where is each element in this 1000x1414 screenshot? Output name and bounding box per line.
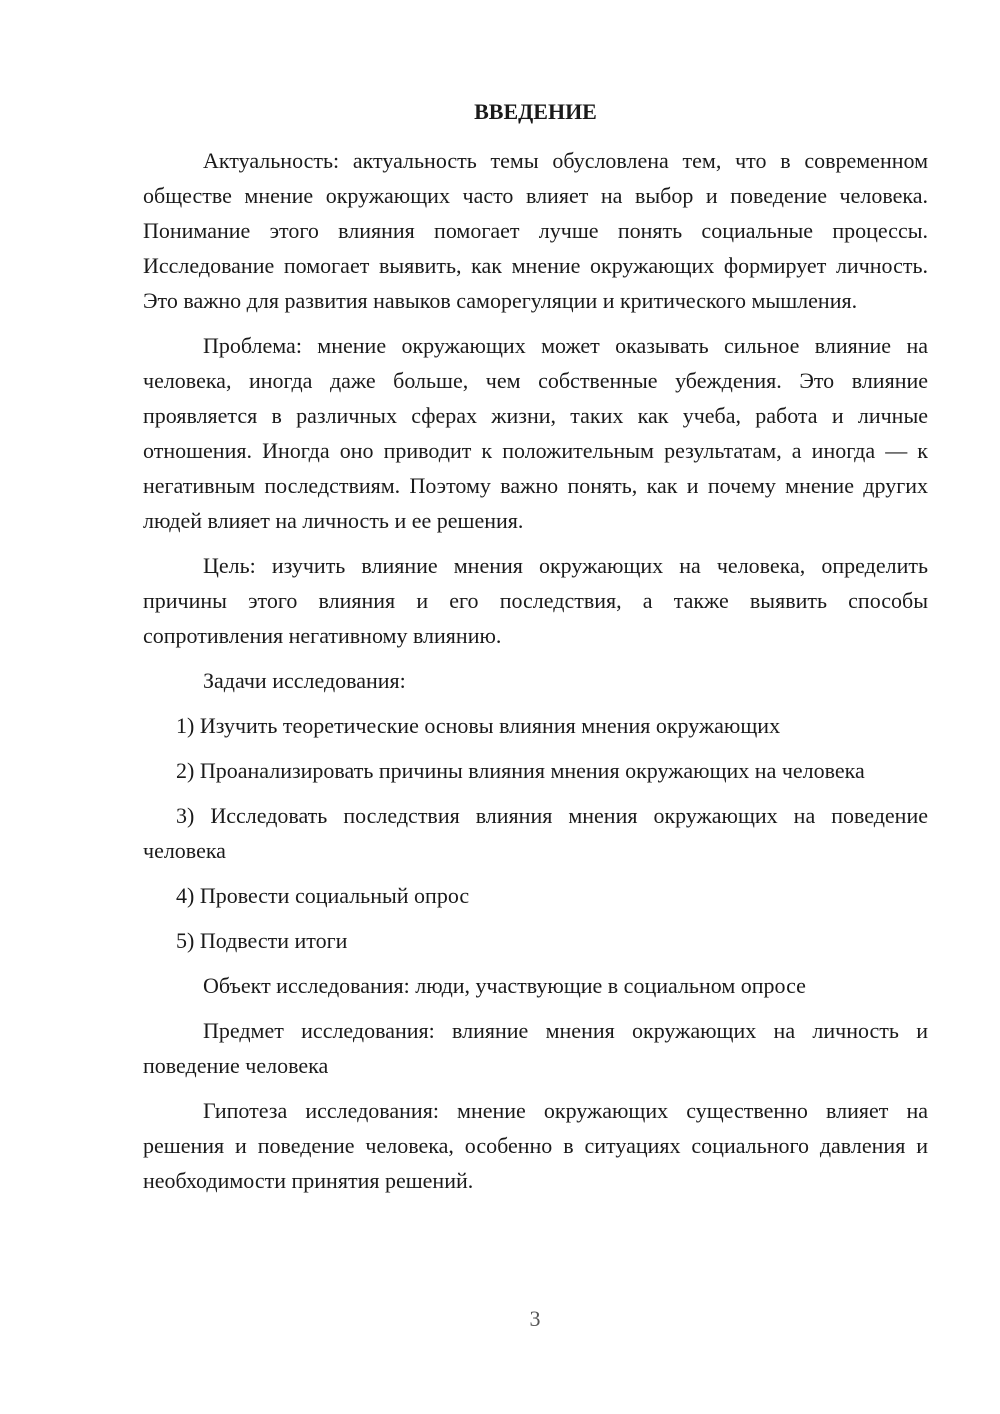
paragraph-object: Объект исследования: люди, участвующие в социальном опросе <box>203 973 806 998</box>
paragraph-tasks-heading: Задачи исследования: <box>203 668 406 693</box>
paragraph-problem: Проблема: мнение окружающих может оказывать сильное влияние на человека, иногда даже больше, чем собственные убеждения. Это влияние проявляется в различных сферах жизни, таких как учеба, работа и личные отношения. Иногда оно приводит к положительным результатам, а иногда — к негативным последствиям. Поэтому важно понять, как и почему мнение других людей влияет на личность и ее решения. <box>143 333 928 533</box>
paragraph-goal: Цель: изучить влияние мнения окружающих на человека, определить причины этого влияния и его последствия, а также выявить способы сопротивления негативному влиянию. <box>143 553 928 648</box>
task-item: 1) Изучить теоретические основы влияния мнения окружающих <box>176 713 781 738</box>
page-content <box>143 94 928 1208</box>
page-number: 3 <box>529 1306 541 1331</box>
section-title: ВВЕДЕНИЕ <box>474 99 597 124</box>
task-item: 4) Провести социальный опрос <box>176 883 470 908</box>
task-item: 3) Исследовать последствия влияния мнения окружающих на поведение человека <box>143 803 928 863</box>
paragraph-subject: Предмет исследования: влияние мнения окружающих на личность и поведение человека <box>143 1018 928 1078</box>
paragraph-relevance: Актуальность: актуальность темы обусловлена тем, что в современном обществе мнение окружающих часто влияет на выбор и поведение человека. Понимание этого влияния помогает лучше понять социальные процессы. Исследование помогает выявить, как мнение окружающих формирует личность. Это важно для развития навыков саморегуляции и критического мышления. <box>143 148 928 313</box>
paragraph-hypothesis: Гипотеза исследования: мнение окружающих существенно влияет на решения и поведение человека, особенно в ситуациях социального давления и необходимости принятия решений. <box>143 1098 928 1193</box>
task-item: 2) Проанализировать причины влияния мнения окружающих на человека <box>176 758 865 783</box>
task-item: 5) Подвести итоги <box>176 928 348 953</box>
